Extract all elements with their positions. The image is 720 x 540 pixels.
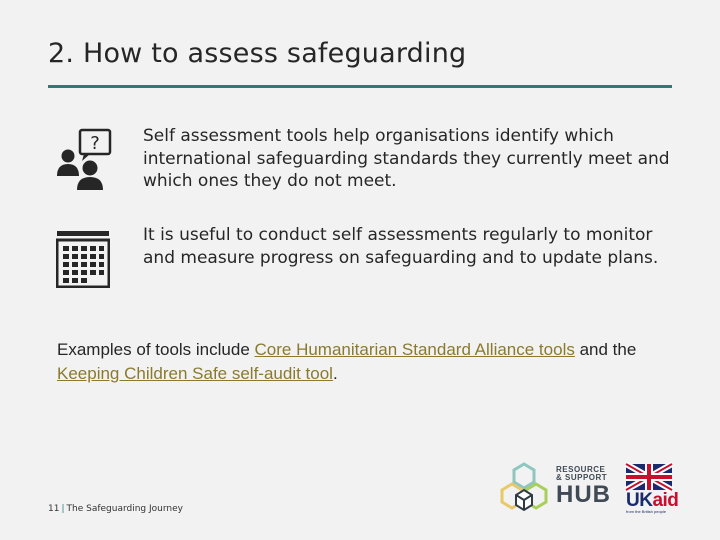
examples-suffix: . — [332, 364, 338, 383]
chs-alliance-tools-link[interactable]: Core Humanitarian Standard Alliance tools — [254, 340, 575, 359]
kcs-self-audit-link[interactable]: Keeping Children Safe self-audit tool — [57, 364, 333, 383]
ukaid-tagline: from the British people — [626, 509, 667, 514]
point-regular-assessment: It is useful to conduct self assessments regularly to monitor and measure progress on safeguarding and to update plans. — [143, 225, 659, 268]
footer-separator: | — [61, 504, 65, 514]
svg-text:?: ? — [90, 133, 100, 154]
calendar-icon — [56, 230, 110, 288]
examples-prefix: Examples of tools include — [57, 340, 255, 359]
hub-line3: HUB — [556, 481, 611, 508]
point-self-assessment: Self assessment tools help organisations identify which international safeguarding standards they currently meet and which ones they do not meet. — [143, 126, 670, 191]
title-underline — [48, 85, 672, 88]
slide-title: 2. How to assess safeguarding — [48, 38, 467, 69]
examples-paragraph — [57, 338, 697, 386]
ukaid-aid: aid — [652, 490, 679, 511]
ukaid-uk: UK — [626, 490, 653, 511]
footer — [48, 504, 183, 514]
footer-label: The Safeguarding Journey — [66, 504, 183, 514]
page-number: 11 — [48, 504, 60, 514]
examples-middle: and the — [574, 340, 637, 359]
hub-line1: RESOURCE — [556, 465, 606, 474]
hub-line2: & SUPPORT — [556, 473, 608, 482]
people-question-icon — [56, 128, 114, 190]
hub-logo-text — [556, 466, 611, 508]
